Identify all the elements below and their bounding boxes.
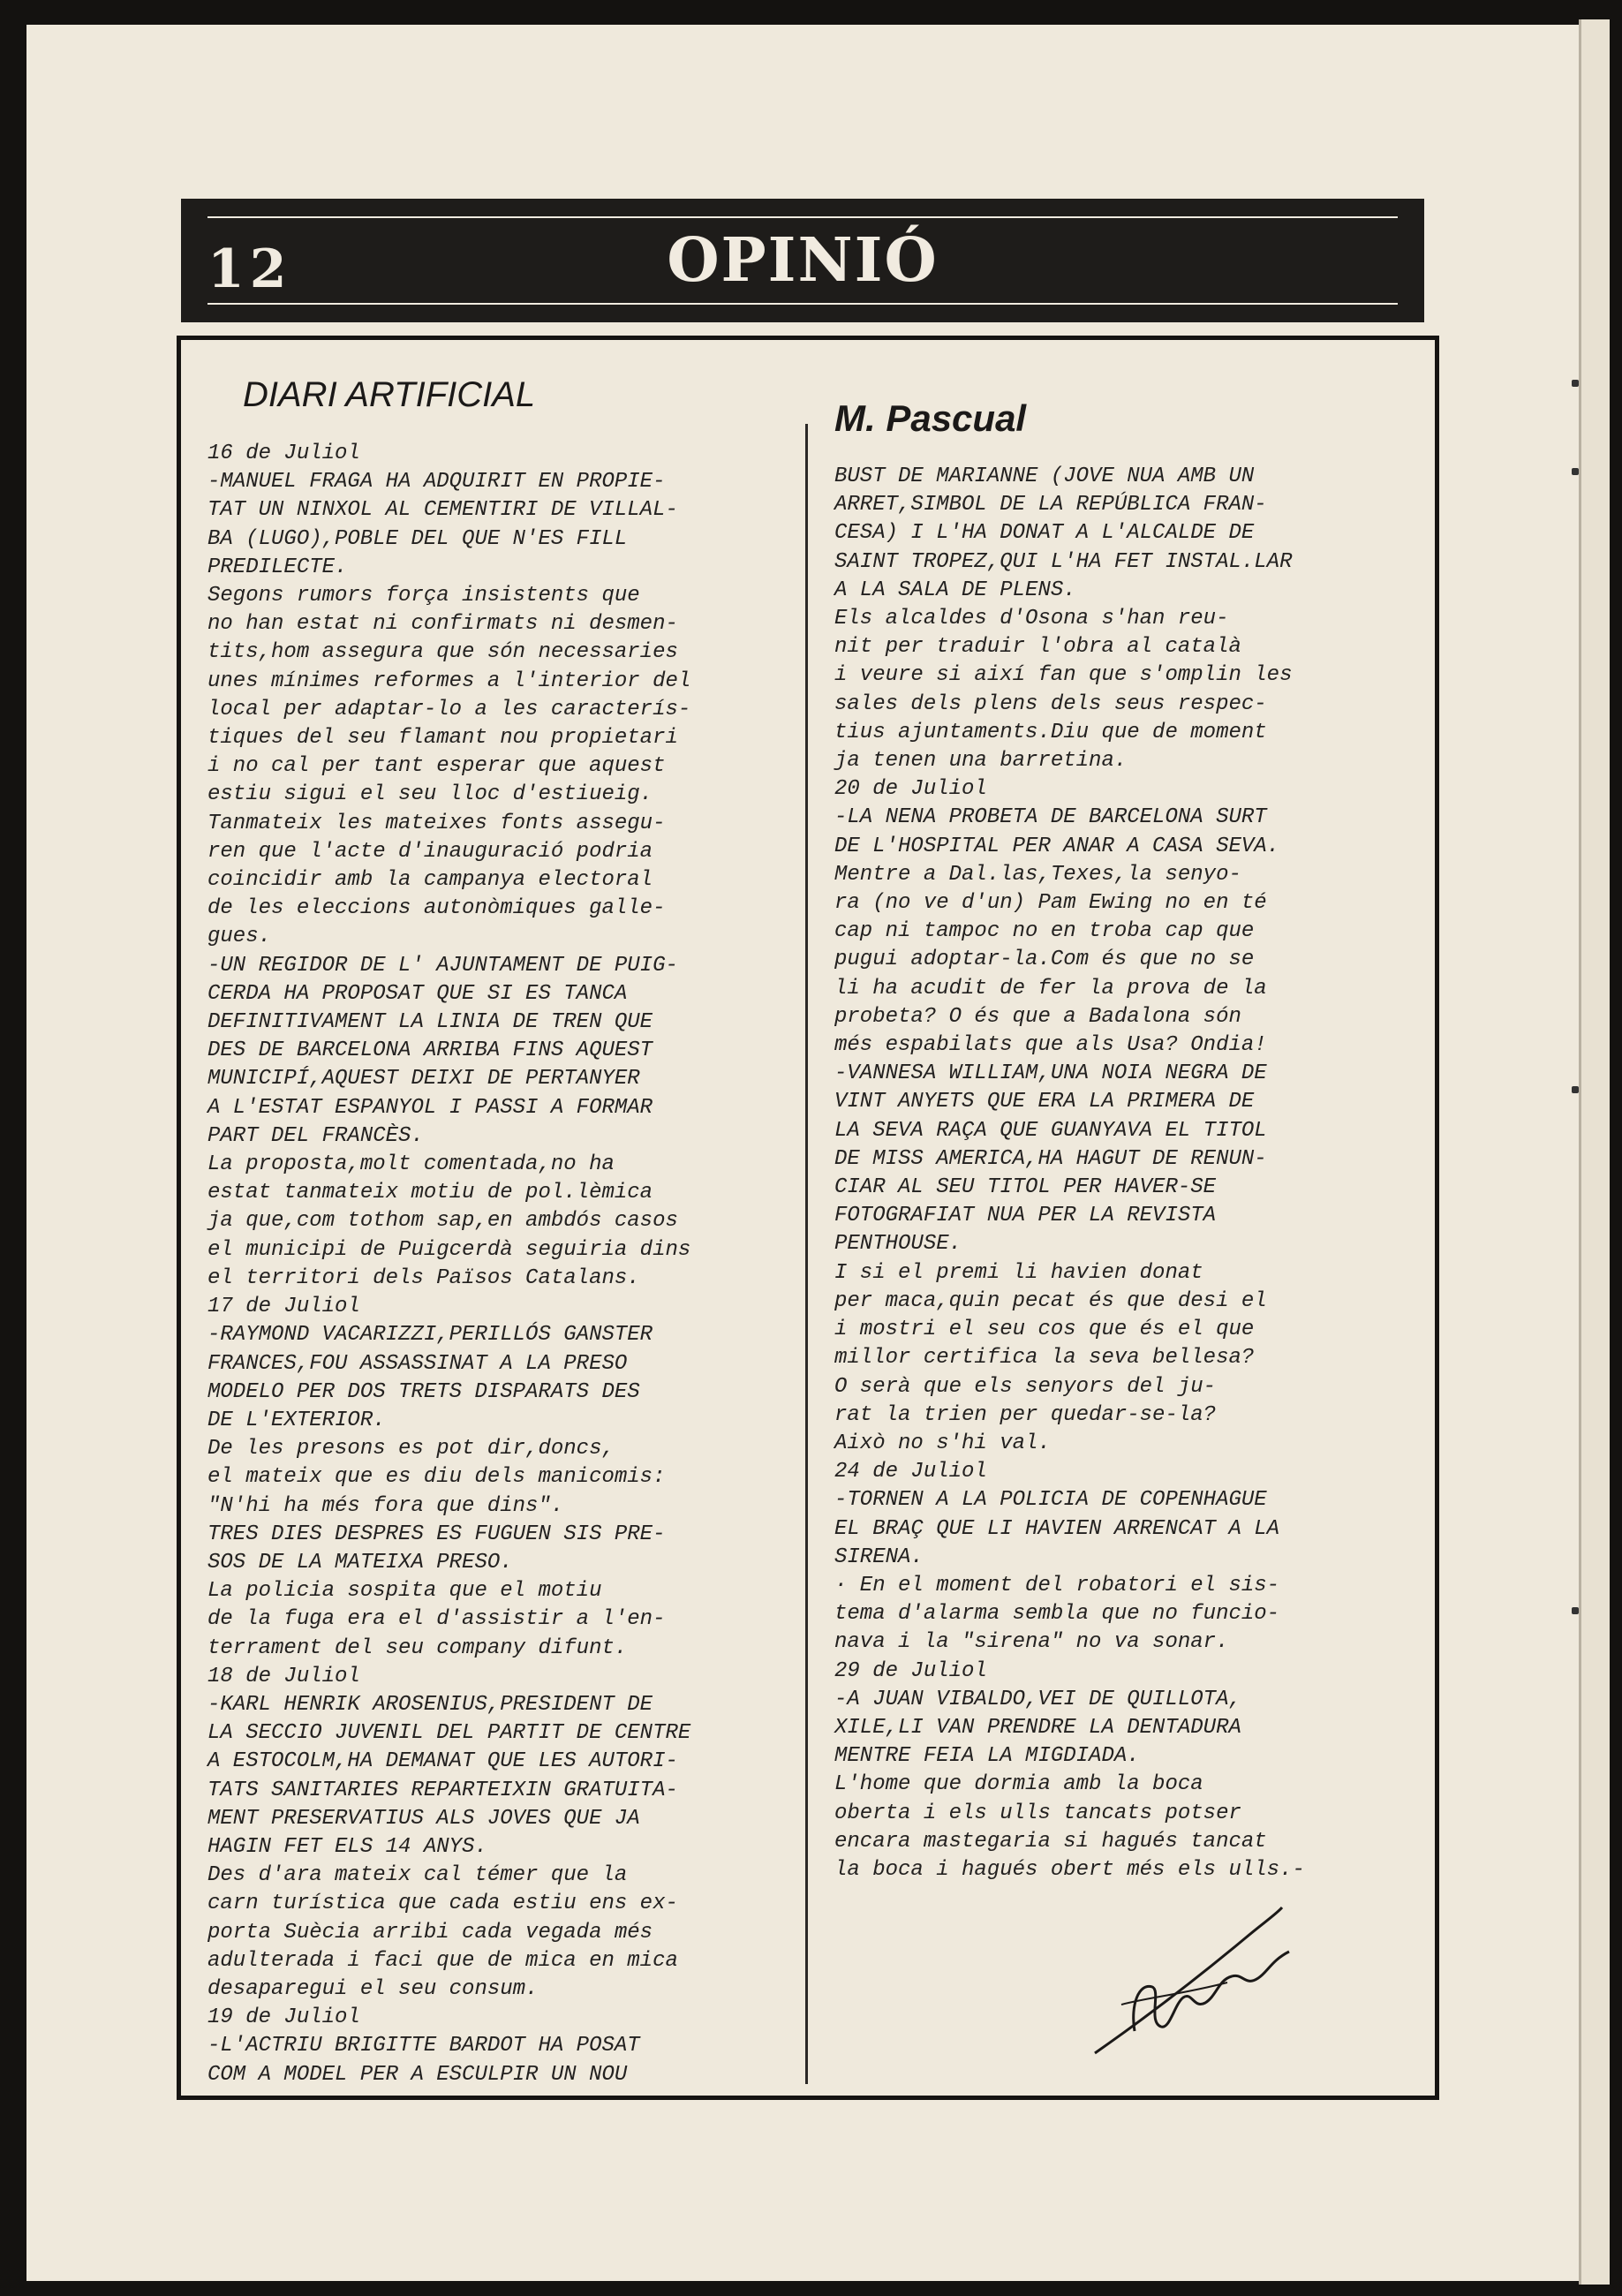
paragraph: -L'ACTRIU BRIGITTE BARDOT HA POSAT COM A MODEL PER A ESCULPIR UN NOU xyxy=(207,2034,640,2087)
paragraph: 16 de Juliol xyxy=(207,442,360,465)
paragraph: Des d'ara mateix cal témer que la carn turística que cada estiu ens ex- porta Suècia arribi cada vegada més adulterada i faci que de mica en mica desaparegui el seu consum. xyxy=(207,1863,678,2001)
paragraph: -VANNESA WILLIAM,UNA NOIA NEGRA DE VINT ANYETS QUE ERA LA PRIMERA DE LA SEVA RAÇA QUE GUANYAVA EL TITOL DE MISS AMERICA,HA HAGUT DE RENUN- CIAR AL SEU TITOL PER HAVER-SE FOTOGRAFIAT NUA PER LA REVISTA PENTHOUSE. xyxy=(834,1061,1267,1257)
page-number: 12 xyxy=(207,238,292,300)
paragraph: O serà que els senyors del ju- rat la trien per quedar-se-la? Això no s'hi val. xyxy=(834,1374,1217,1455)
paragraph: -A JUAN VIBALDO,VEI DE QUILLOTA, XILE,LI VAN PRENDRE LA DENTADURA MENTRE FEIA LA MIGDIADA. xyxy=(834,1687,1241,1769)
staple-mark xyxy=(1572,468,1579,475)
paragraph: BUST DE MARIANNE (JOVE NUA AMB UN ARRET,SIMBOL DE LA REPÚBLICA FRAN- CESA) I L'HA DONAT A L'ALCALDE DE SAINT TROPEZ,QUI L'HA FET INSTAL.LAR A LA SALA DE PLENS. xyxy=(834,464,1293,602)
paragraph: -RAYMOND VACARIZZI,PERILLÓS GANSTER FRANCES,FOU ASSASSINAT A LA PRESO MODELO PER DOS TRETS DISPARATS DES DE L'EXTERIOR. xyxy=(207,1323,653,1432)
staple-mark xyxy=(1572,1086,1579,1093)
paragraph: De les presons es pot dir,doncs, el mateix que es diu dels manicomis: "N'hi ha més fora que dins". TRES DIES DESPRES ES FUGUEN SIS PRE- SOS DE LA MATEIXA PRESO. xyxy=(207,1437,666,1575)
paragraph: L'home que dormia amb la boca oberta i els ulls tancats potser encara mastegaria si hagués tancat la boca i hagués obert més els ulls.- xyxy=(834,1772,1305,1882)
paragraph: I si el premi li havien donat per maca,quin pecat és que desi el i mostri el seu cos que és el que millor certifica la seva bellesa? xyxy=(834,1260,1267,1371)
right-column xyxy=(834,463,1399,1884)
paragraph: La proposta,molt comentada,no ha estat tanmateix motiu de pol.lèmica ja que,com tothom sap,en ambdós casos el municipi de Puigcerdà seguiria dins el territori dels Països Catalans. xyxy=(207,1152,691,1290)
header-rule xyxy=(207,216,1398,218)
paragraph: -UN REGIDOR DE L' AJUNTAMENT DE PUIG- CERDA HA PROPOSAT QUE SI ES TANCA DEFINITIVAMENT LA LINIA DE TREN QUE DES DE BARCELONA ARRIBA FINS AQUEST MUNICIPÍ,AQUEST DEIXI DE PERTANYER A L'ESTAT ESPANYOL I PASSI A FORMAR PART DEL FRANCÈS. xyxy=(207,953,678,1148)
paragraph: La policia sospita que el motiu de la fuga era el d'assistir a l'en- terrament del seu company difunt. xyxy=(207,1579,666,1660)
author-byline: M. Pascual xyxy=(834,397,1027,439)
paragraph: 17 de Juliol xyxy=(207,1295,360,1319)
paragraph: -KARL HENRIK AROSENIUS,PRESIDENT DE LA SECCIO JUVENIL DEL PARTIT DE CENTRE A ESTOCOLM,HA DEMANAT QUE LES AUTORI- TATS SANITARIES REPARTEIXIN GRATUITA- MENT PRESERVATIUS ALS JOVES QUE JA HAGIN FET ELS 14 ANYS. xyxy=(207,1692,691,1859)
column-divider xyxy=(805,424,808,2084)
paragraph: -MANUEL FRAGA HA ADQUIRIT EN PROPIE- TAT UN NINXOL AL CEMENTIRI DE VILLAL- BA (LUGO),POBLE DEL QUE N'ES FILL PREDILECTE. xyxy=(207,470,678,579)
article-title: DIARI ARTIFICIAL xyxy=(243,375,536,414)
paragraph: 29 de Juliol xyxy=(834,1658,987,1683)
paragraph: 18 de Juliol xyxy=(207,1664,360,1688)
paragraph: · En el moment del robatori el sis- tema d'alarma sembla que no funcio- nava i la "sirena" no va sonar. xyxy=(834,1573,1280,1655)
next-page-edge xyxy=(1579,19,1610,2285)
paragraph: 24 de Juliol xyxy=(834,1460,987,1484)
paragraph: Mentre a Dal.las,Texes,la senyo- ra (no ve d'un) Pam Ewing no en té cap ni tampoc no en troba cap que pugui adoptar-la.Com és que no se li ha acudit de fer la prova de la probeta? O és que a Badalona són més espabilats que als Usa? Ondia! xyxy=(834,862,1267,1058)
section-header xyxy=(181,199,1424,322)
paragraph: -LA NENA PROBETA DE BARCELONA SURT DE L'HOSPITAL PER ANAR A CASA SEVA. xyxy=(834,805,1280,858)
section-title: OPINIÓ xyxy=(667,225,939,296)
left-column xyxy=(207,440,773,2089)
header-rule xyxy=(207,303,1398,305)
article-box xyxy=(177,336,1439,2100)
paragraph: 20 de Juliol xyxy=(834,777,987,802)
staple-mark xyxy=(1572,1607,1579,1614)
paragraph: -TORNEN A LA POLICIA DE COPENHAGUE EL BRAÇ QUE LI HAVIEN ARRENCAT A LA SIRENA. xyxy=(834,1488,1280,1569)
paragraph: 19 de Juliol xyxy=(207,2005,360,2030)
handwritten-signature xyxy=(1086,1899,1316,2066)
staple-mark xyxy=(1572,380,1579,387)
paragraph: Els alcaldes d'Osona s'han reu- nit per traduir l'obra al català i veure si així fan que s'omplin les sales dels plens dels seus respec- tius ajuntaments.Diu que de moment ja tenen una barretina. xyxy=(834,607,1293,774)
paragraph: Segons rumors força insistents que no han estat ni confirmats ni desmen- tits,hom assegura que són necessaries unes mínimes reformes a l'interior del local per adaptar-lo a les caracterís- tiques del seu flamant nou propietari i no cal per tant esperar que aquest estiu sigui el seu lloc d'estiueig. Tanmateix les mateixes fonts assegu- ren que l'acte d'inauguració podria coincidir amb la campanya electoral de les eleccions autonòmiques galle- gues. xyxy=(207,584,691,949)
